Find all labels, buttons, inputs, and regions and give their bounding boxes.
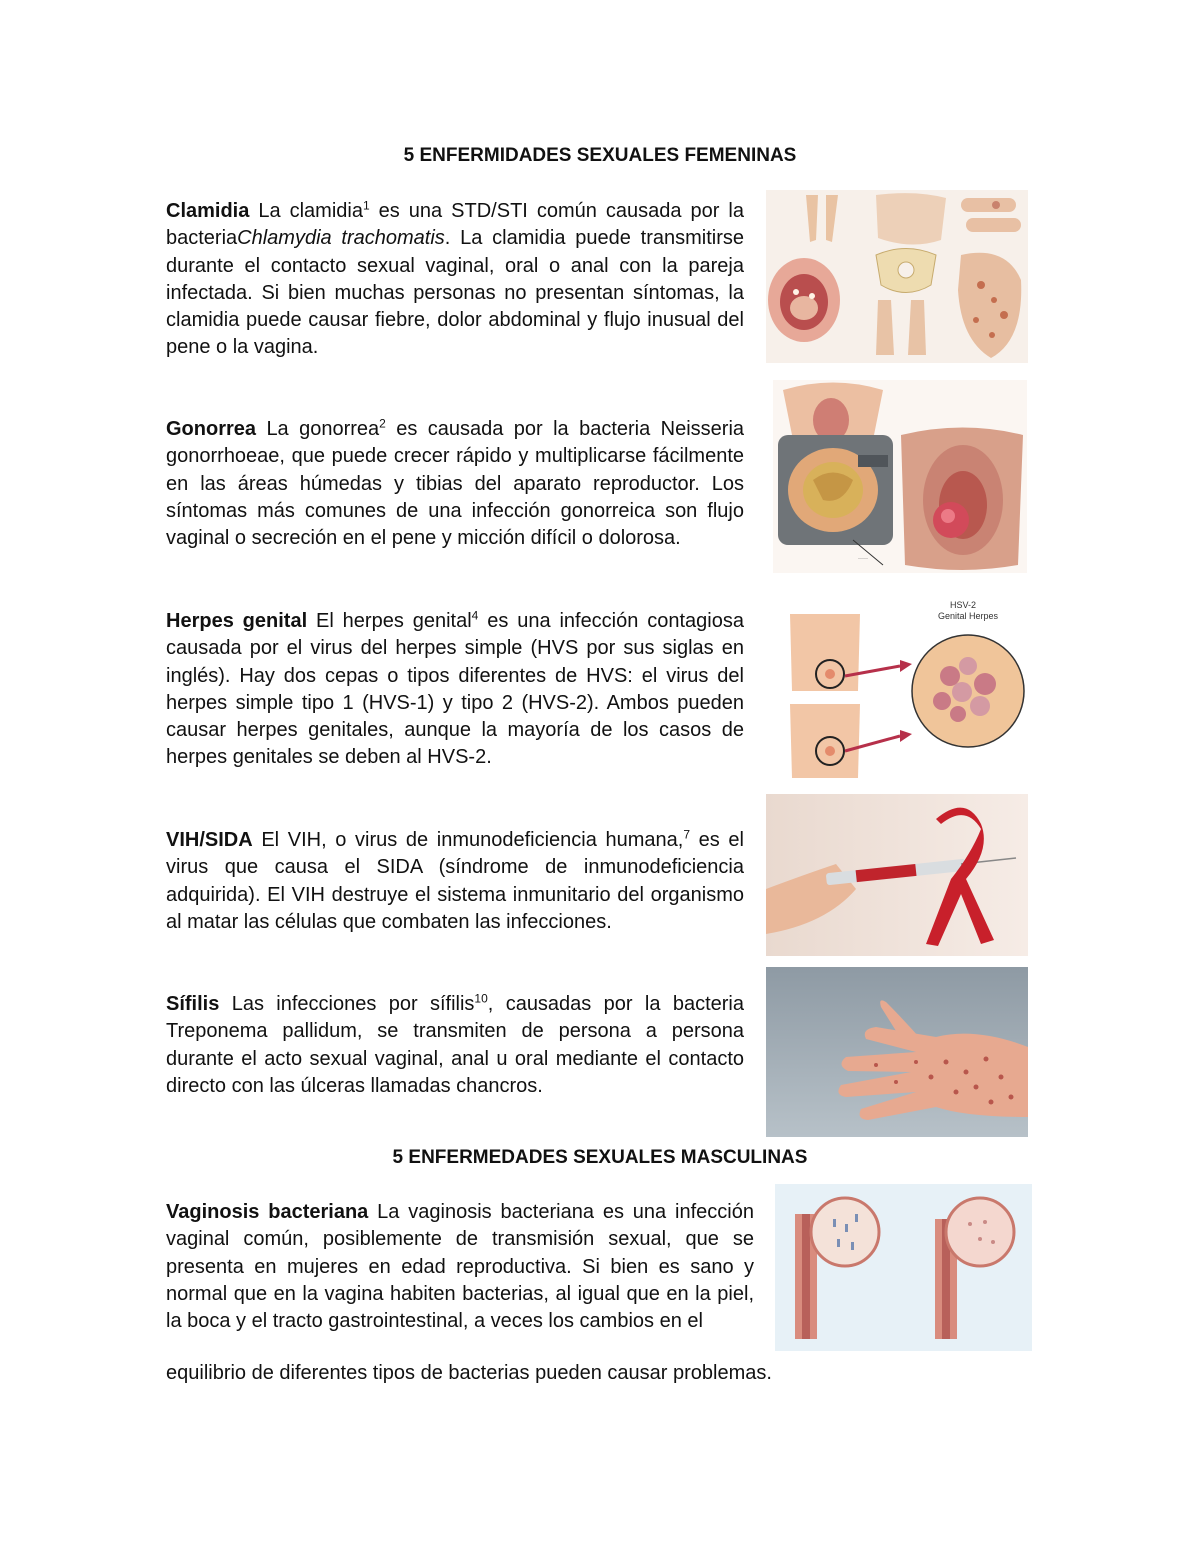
svg-text:·····: ·····	[858, 556, 868, 562]
herpes-illustration	[790, 596, 1028, 778]
section-title: Herpes genital	[166, 610, 308, 632]
herpes-figure-title: HSV-2	[950, 600, 977, 610]
section-body: es una infección contagiosa causada por el virus del herpes simple (HVS por sus siglas en inglés). Hay dos cepas o tipos diferentes de HVS: el virus del herpes simple tipo 1 (HVS-1) y tipo 2 (HVS-2). Ambos pueden causar herpes genitales, aunque la mayoría de los casos de herpes genitales se deben al HVS-2.	[166, 610, 744, 769]
section-pre: La gonorrea	[256, 418, 380, 440]
heading-female: 5 ENFERMIDADES SEXUALES FEMENINAS	[403, 145, 797, 166]
section-body-2: . La clamidia puede transmitirse durante el contacto sexual vaginal, oral o anal con la pareja infectada. Si bien muchas personas no presentan síntomas, la clamidia puede causar fiebre, dolor abdominal y flujo inusual del pene o la vagina.	[166, 227, 744, 359]
section-body: es una STD/STI común causada por la bacteria	[166, 200, 744, 250]
section-pre: El VIH, o virus de inmunodeficiencia humana,	[252, 829, 684, 851]
section-body: es causada por la bacteria Neisseria gonorrhoeae, que puede crecer rápido y multiplicarse fácilmente en las áreas húmedas y tibias del aparato reproductor. Los síntomas más comunes de una infección gonorreica son flujo vaginal o secreción en el pene y micción difícil o dolorosa.	[166, 418, 745, 550]
herpes-figure-subtitle: Genital Herpes	[938, 611, 999, 621]
section-gonorrea	[166, 416, 744, 552]
species-name: Chlamydia trachomatis	[237, 227, 445, 250]
section-vaginosis-last-line: equilibrio de diferentes tipos de bacterias pueden causar problemas.	[166, 1362, 772, 1384]
section-vaginosis	[166, 1199, 754, 1335]
section-title: Sífilis	[166, 993, 220, 1015]
section-title: Vaginosis bacteriana	[166, 1201, 369, 1223]
footnote-ref: 10	[474, 991, 488, 1006]
section-pre: El herpes genital	[307, 610, 472, 632]
syphilis-hand-photo	[766, 967, 1028, 1137]
section-title: Clamidia	[166, 200, 250, 222]
heading-male: 5 ENFERMEDADES SEXUALES MASCULINAS	[392, 1147, 808, 1168]
section-title: Gonorrea	[166, 418, 257, 440]
section-pre: Las infecciones por sífilis	[219, 993, 475, 1015]
section-clamidia	[166, 198, 744, 362]
section-pre: La clamidia	[249, 200, 363, 222]
footnote-ref: 4	[471, 608, 479, 623]
section-pre: La vaginosis bacteriana es una infección vaginal común, posiblemente de transmisión sexual, que se presenta en mujeres en edad reproductiva. Si bien es sano y normal que en la vagina habiten bacterias, al igual que en la piel, la boca y el tracto gastrointestinal, a veces los cambios en el	[166, 1201, 754, 1333]
footnote-ref: 2	[379, 416, 386, 431]
section-body: , causadas por la bacteria Treponema pallidum, se transmiten de persona a persona durante el acto sexual vaginal, anal u oral mediante el contacto directo con las úlceras llamadas chancros.	[166, 993, 744, 1097]
section-vih	[166, 827, 744, 936]
section-body: es el virus que causa el SIDA (síndrome de inmunodeficiencia adquirida). El VIH destruye el sistema inmunitario del organismo al matar las células que combaten las infecciones.	[166, 829, 744, 933]
section-sifilis	[166, 991, 744, 1100]
footnote-ref: 7	[683, 827, 691, 842]
vaginosis-diagram	[775, 1184, 1032, 1351]
section-title: VIH/SIDA	[166, 829, 253, 851]
chlamydia-illustration	[766, 190, 1028, 363]
section-herpes	[166, 608, 744, 772]
hiv-ribbon-photo	[766, 794, 1028, 956]
footnote-ref: 1	[362, 198, 370, 213]
gonorrhea-illustration	[773, 380, 1027, 573]
